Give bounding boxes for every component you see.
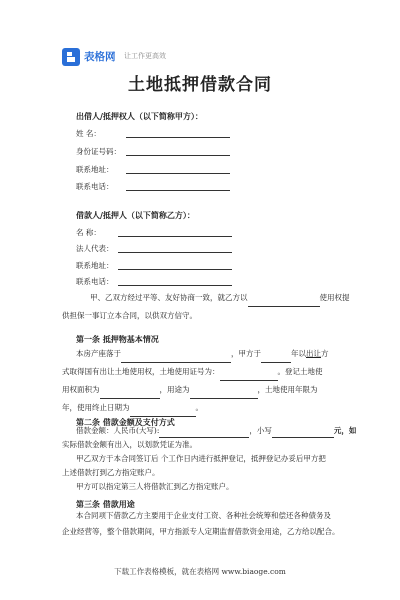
party-b-address-field[interactable] [118,269,232,270]
article1-text: ，甲方于 [231,349,261,358]
article2-text: 甲乙双方于本合同签订后 个工作日内进行抵押登记，抵押登记办妥后甲方把 [76,454,326,463]
article3-body [62,508,362,540]
party-a-name-label: 姓 名： [76,129,101,138]
article2-text: 元，如 [333,426,357,435]
year-field[interactable] [261,353,291,363]
footer-note: 下载工作表格模板，就在表格网 www.biaoge.com [114,567,286,576]
article1-text: 年，使用终止日期为 [62,403,130,412]
party-a-heading: 出借人/抵押权人（以下简称甲方）： [76,111,203,121]
article1-body [62,345,362,417]
party-b-rep-field[interactable] [118,252,232,253]
logo-icon [62,48,80,66]
article2-text: 上述借款打到乙方指定账户。 [62,468,160,477]
party-b-rep-label: 法人代表： [76,244,114,253]
brand-slogan: 让工作更高效 [124,52,166,60]
article1-text: 方 [321,349,329,358]
usage-field[interactable] [190,389,258,399]
amount-lower-field[interactable] [272,428,334,438]
location-field[interactable] [121,353,231,363]
party-a-name-field[interactable] [126,137,230,138]
article1-text: 。 [195,403,203,412]
end-date-field[interactable] [130,407,196,417]
area-field[interactable] [100,389,160,399]
intro-text-b: 使用权提 [319,293,350,302]
article2-body [62,424,362,494]
party-a-address-label: 联系地址： [76,165,114,174]
article1-text: ，土地使用年限为 [257,385,318,394]
party-b-phone-label: 联系电话： [76,277,114,286]
party-b-heading: 借款人/抵押人（以下简称乙方）： [76,210,195,220]
party-a-phone-label: 联系电话： [76,182,114,191]
article3-text: 本合同项下借款乙方主要用于企业支付工资、各种社会统筹和偿还各种债务及 [76,511,331,520]
article1-text: 用权面积为 [62,385,100,394]
land-cert-field[interactable] [220,371,278,381]
article1-text: 本房产座落于 [76,349,121,358]
party-a-phone-field[interactable] [126,190,230,191]
article2-text: 实际借款金额有出入，以划款凭证为准。 [62,440,197,449]
party-b-name-field[interactable] [118,236,232,237]
article2-text: ，小写 [249,426,272,435]
party-b-phone-field[interactable] [118,285,232,286]
intro-text-c: 供担保一事订立本合同，以供双方信守。 [62,311,197,320]
document-title: 土地抵押借款合同 [128,75,272,95]
party-a-id-field[interactable] [126,155,230,156]
party-a-address-field[interactable] [126,173,230,174]
intro-text-a: 甲、乙双方经过平等、友好协商一致，就乙方以 [90,293,248,302]
party-b-name-label: 名 称： [76,228,101,237]
article1-text: 年以 [291,349,306,358]
article3-text: 企业经营等，整个借款期间，甲方指派专人定期监督借款资金用途，乙方给以配合。 [62,527,340,536]
article1-text: 式取得国有出让土地使用权，土地使用证号为： [62,367,220,376]
article2-text: 甲方可以指定第三人将借款汇到乙方指定账户。 [76,482,234,491]
intro-asset-field[interactable] [248,297,320,307]
party-a-id-label: 身份证号码： [76,147,121,156]
party-b-address-label: 联系地址： [76,261,114,270]
article3-heading: 第三条 借款用途 [76,499,135,509]
article2-text: 借款金额：人民币(大写): [76,426,160,435]
article1-text: ，用途为 [159,385,190,394]
article1-text: 。登记土地使 [277,367,323,376]
amount-upper-field[interactable] [159,428,249,438]
brand-name: 表格网 [84,51,116,63]
article1-heading: 第一条 抵押物基本情况 [76,334,159,344]
article2-heading: 第二条 借款金额及支付方式 [76,417,175,427]
intro-paragraph [62,289,362,325]
transfer-type: 出让 [306,349,321,358]
